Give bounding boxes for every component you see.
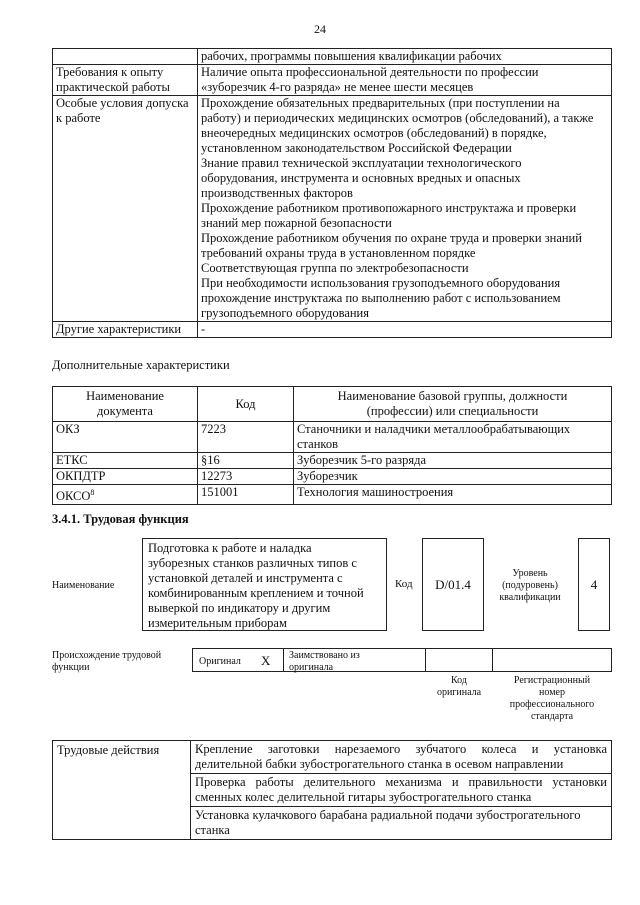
row-label [53,49,198,65]
doc-cell: ОКЗ [53,422,198,453]
table-row [53,485,612,505]
function-heading: 3.4.1. Трудовая функция [52,512,189,526]
registration-number-cell [492,648,612,672]
section-heading: Дополнительные характеристики [52,358,230,372]
labor-action-item: Проверка работы делительного механизма и правильности установки сменных колес делительной гитары зубострогательного станка [191,774,612,807]
table-row [53,741,612,774]
code-cell: 151001 [198,485,294,505]
row-value: Наличие опыта профессиональной деятельности по профессии «зуборезчик 4-го разряда» не менее шести месяцев [198,65,612,96]
name-cell: Технология машиностроения [294,485,612,505]
doc-cell: ОКСО$^8$ [53,485,198,505]
origin-label: Происхождение трудовой функции [52,650,162,673]
table-row [53,322,612,338]
code-label: Код [395,578,413,590]
original-cell: Оригинал X [192,648,284,672]
registration-caption: Регистрационный номер профессионального стандарта [509,675,595,722]
original-code-cell [425,648,493,672]
doc-cell: ЕТКС [53,453,198,469]
name-cell: Зуборезчик 5-го разряда [294,453,612,469]
doc-cell: ОКПДТР [53,469,198,485]
header-name: Наименование базовой группы, должности (профессии) или специальности [294,387,612,422]
code-cell: 12273 [198,469,294,485]
labor-actions-table [52,740,612,840]
table-header-row [53,387,612,422]
level-value-box: 4 [578,538,610,631]
labor-action-item: Установка кулачкового барабана радиальной подачи зубострогательного станка [191,807,612,840]
requirements-table [52,48,612,338]
row-label: Требования к опыту практической работы [53,65,198,96]
table-row [53,49,612,65]
header-doc: Наименование документа [53,387,198,422]
row-label: Особые условия допуска к работе [53,96,198,322]
code-caption: Код оригинала [436,675,482,698]
row-value: Прохождение обязательных предварительных (при поступлении на работу) и периодических медицинских осмотров (обследований), а также внеочередных медицинских осмотров (обследований) в порядке, установленном законодательством Российской Федерации Знание правил технической эксплуатации технологического оборудования, инструмента и основных вредных и опасных производственных факторов Прохождение работником противопожарного инструктажа и проверки знаний мер пожарной безопасности Прохождение работником обучения по охране труда и проверки знаний требований охраны труда в установленном порядке Соответствующая группа по электробезопасности При необходимости использования грузоподъемного оборудования прохождение инструктажа по выполнению работ с использованием грузоподъемного оборудования [198,96,612,322]
page-number: 24 [314,22,326,36]
labor-action-item: Крепление заготовки нарезаемого зубчатого колеса и установка делительной бабки зубострогательного станка в осевом направлении [191,741,612,774]
code-value-box: D/01.4 [422,538,484,631]
labor-actions-label: Трудовые действия [53,741,191,840]
row-value: рабочих, программы повышения квалификации рабочих [198,49,612,65]
table-row [53,96,612,322]
name-cell: Зуборезчик [294,469,612,485]
row-label: Другие характеристики [53,322,198,338]
table-row [53,65,612,96]
code-cell: 7223 [198,422,294,453]
original-mark: X [261,653,271,668]
header-code: Код [198,387,294,422]
borrowed-cell: Заимствовано из оригинала [283,648,426,672]
name-label: Наименование [52,580,115,591]
level-label: Уровень (подуровень) квалификации [499,568,561,603]
additional-table [52,386,612,505]
name-cell: Станочники и наладчики металлообрабатывающих станков [294,422,612,453]
function-name-box: Подготовка к работе и наладка зуборезных станков различных типов с установкой деталей и инструмента с комбинированным креплением и точной выверкой по индикатору и другим измерительным приборам [142,538,387,631]
table-row [53,422,612,453]
code-cell: §16 [198,453,294,469]
table-row [53,469,612,485]
footnote-mark: 8 [90,488,95,497]
row-value: - [198,322,612,338]
table-row [53,453,612,469]
